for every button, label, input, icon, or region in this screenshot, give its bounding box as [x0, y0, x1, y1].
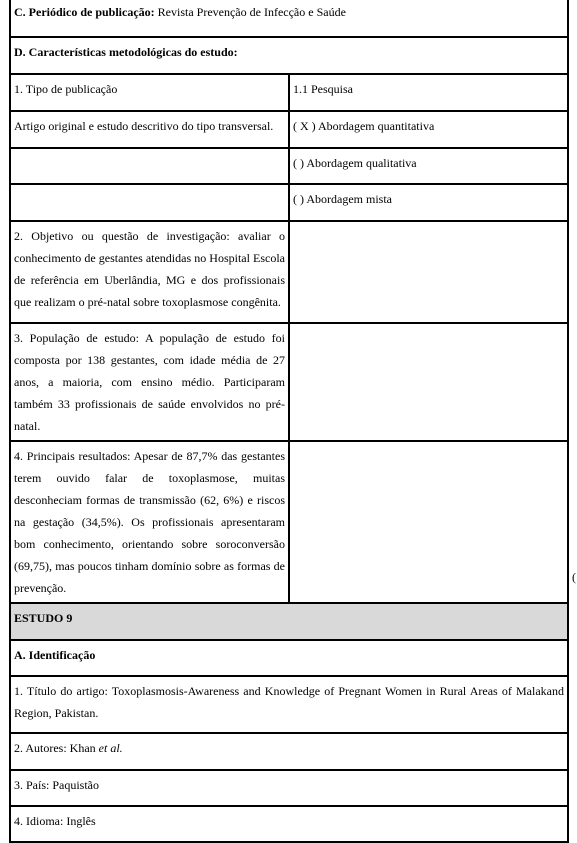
empty-cell [10, 184, 289, 221]
estudo-cell [10, 603, 568, 640]
objetivo-cell: 2. Objetivo ou questão de investigação: avaliar o conhecimento de gestantes atendidas no Hospital Escola de referência em Uberlândia, MG e dos profissionais que realizam o pré-natal sobre toxoplasmose congênita. [10, 221, 289, 323]
empty-cell [289, 221, 568, 323]
periodico-value: Revista Prevenção de Infecção e Saúde [154, 5, 346, 19]
table-row [10, 0, 568, 37]
periodico-label: C. Periódico de publicação: [14, 5, 155, 19]
periodico-cell [10, 0, 568, 37]
empty-cell [289, 323, 568, 441]
identificacao-heading: A. Identificação [14, 648, 96, 662]
artigo-cell: Artigo original e estudo descritivo do tipo transversal. [10, 111, 289, 148]
table-row [10, 111, 568, 148]
table-row [10, 441, 568, 603]
table-row [10, 74, 568, 111]
study-table [9, 0, 569, 843]
abordagem-mista-cell: ( ) Abordagem mista [289, 184, 568, 221]
caracteristicas-heading: D. Características metodológicas do estudo: [14, 45, 238, 59]
abordagem-qualitativa-cell: ( ) Abordagem qualitativa [289, 148, 568, 184]
table-row [10, 733, 568, 770]
identificacao-cell [10, 640, 568, 676]
table-row [10, 770, 568, 806]
table-row [10, 184, 568, 221]
autores-etal: et al. [98, 741, 123, 755]
pesquisa-cell: 1.1 Pesquisa [289, 74, 568, 111]
table-row [10, 37, 568, 74]
estudo-heading: ESTUDO 9 [14, 611, 73, 625]
abordagem-quantitativa-cell: ( X ) Abordagem quantitativa [289, 111, 568, 148]
table-row [10, 148, 568, 184]
table-row [10, 640, 568, 676]
table-row [10, 221, 568, 323]
pais-cell: 3. País: Paquistão [10, 770, 568, 806]
autores-cell [10, 733, 568, 770]
table-row [10, 806, 568, 842]
resultados-cell: 4. Principais resultados: Apesar de 87,7% das gestantes terem ouvido falar de toxoplasmose, muitas desconheciam formas de transmissão (62, 6%) e riscos na gestação (34,5%). Os profissionais apresentaram bom conhecimento, orientando sobre soroconversão (69,75), mas poucos tinham domínio sobre as formas de prevenção. [10, 441, 289, 603]
study-table-document [9, 0, 569, 843]
caracteristicas-cell [10, 37, 568, 74]
table-row [10, 603, 568, 640]
estudo-cut-marker: ( [572, 570, 576, 584]
empty-cell [10, 148, 289, 184]
idioma-cell: 4. Idioma: Inglês [10, 806, 568, 842]
table-row [10, 323, 568, 441]
autores-label: 2. Autores: Khan [14, 741, 99, 755]
table-row [10, 676, 568, 733]
empty-cell [289, 441, 568, 603]
tipo-publicacao-cell: 1. Tipo de publicação [10, 74, 289, 111]
populacao-cell: 3. População de estudo: A população de estudo foi composta por 138 gestantes, com idade média de 27 anos, a maioria, com ensino médio. Participaram também 33 profissionais de saúde envolvidos no pré-natal. [10, 323, 289, 441]
titulo-cell: 1. Título do artigo: Toxoplasmosis-Awareness and Knowledge of Pregnant Women in Rural Areas of Malakand Region, Pakistan. [10, 676, 568, 733]
